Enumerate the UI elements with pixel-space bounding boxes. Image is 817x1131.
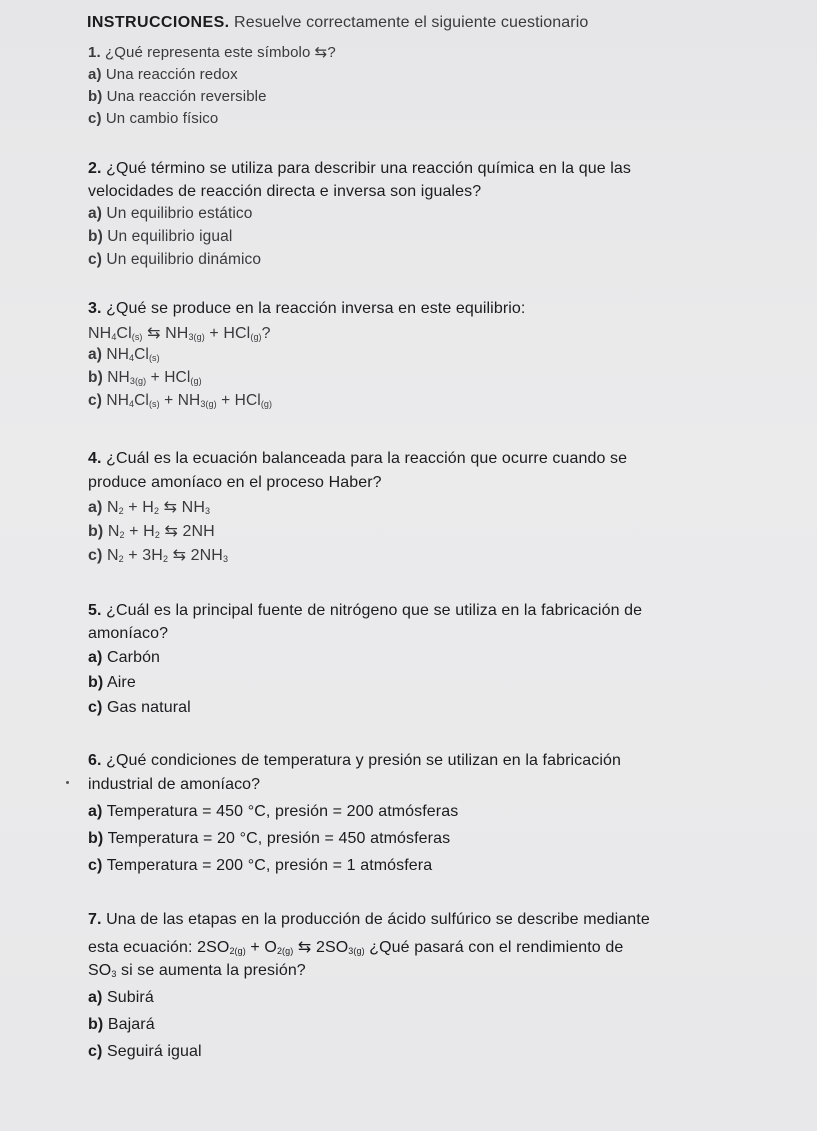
q4-option-c[interactable]: c) $N_2 + 3H_2$ ⇆ $2NH_3$ <box>88 547 229 564</box>
q6-option-c[interactable]: c) Temperatura = 200 °C, presión = 1 atmósfera <box>88 857 433 874</box>
q3-option-c[interactable]: c) $NH_4Cl_{(s)} + NH_{3(g)} + HCl_{(g)}$ <box>88 392 273 409</box>
q6-option-b[interactable]: b) Temperatura = 20 °C, presión = 450 atmósferas <box>88 830 451 847</box>
q7-option-c[interactable]: c) Seguirá igual <box>88 1043 202 1060</box>
q7-option-a[interactable]: a) Subirá <box>88 989 154 1006</box>
q6-option-a[interactable]: a) Temperatura = 450 °C, presión = 200 atmósferas <box>88 803 459 820</box>
q2-option-b[interactable]: b) Un equilibrio igual <box>88 228 233 245</box>
question-3: 3. ¿Qué se produce en la reacción inversa en este equilibrio: <box>88 300 526 317</box>
question-2: 2. ¿Qué término se utiliza para describir una reacción química en la que las <box>88 160 631 177</box>
instructions-heading: INSTRUCCIONES. Resuelve correctamente el siguiente cuestionario <box>87 14 589 31</box>
question-7-line-3: $SO_3$ si se aumenta la presión? <box>88 962 306 979</box>
q5-option-b[interactable]: b) Aire <box>88 674 136 691</box>
q7-option-b[interactable]: b) Bajará <box>88 1016 155 1033</box>
q3-option-a[interactable]: a) $NH_4Cl_{(s)}$ <box>88 346 160 363</box>
q1-option-a[interactable]: a) Una reacción redox <box>88 66 238 83</box>
q2-option-a[interactable]: a) Un equilibrio estático <box>88 205 253 222</box>
stray-mark <box>66 781 69 784</box>
question-6-line-2: industrial de amoníaco? <box>88 776 261 793</box>
q1-option-c[interactable]: c) Un cambio físico <box>88 110 219 127</box>
question-5-line-2: amoníaco? <box>88 625 169 642</box>
question-6: 6. ¿Qué condiciones de temperatura y presión se utilizan en la fabricación <box>88 752 622 769</box>
q4-option-b[interactable]: b) $N_2 + H_2$ ⇆ 2NH <box>88 523 215 540</box>
q5-option-c[interactable]: c) Gas natural <box>88 699 191 716</box>
question-7: 7. Una de las etapas en la producción de ácido sulfúrico se describe mediante <box>88 911 650 928</box>
question-1: 1. ¿Qué representa este símbolo ⇆? <box>88 44 336 61</box>
q4-option-a[interactable]: a) $N_2 + H_2$ ⇆ $NH_3$ <box>88 499 211 516</box>
q2-option-c[interactable]: c) Un equilibrio dinámico <box>88 251 262 268</box>
q5-option-a[interactable]: a) Carbón <box>88 649 161 666</box>
q1-option-b[interactable]: b) Una reacción reversible <box>88 88 267 105</box>
question-3-equation: $NH_4Cl_{(s)}$ ⇆ $NH_{3(g)} + HCl_{(g)}$? <box>88 325 271 342</box>
question-2-line-2: velocidades de reacción directa e inversa son iguales? <box>88 183 482 200</box>
question-4: 4. ¿Cuál es la ecuación balanceada para la reacción que ocurre cuando se <box>88 450 628 467</box>
question-5: 5. ¿Cuál es la principal fuente de nitrógeno que se utiliza en la fabricación de <box>88 602 643 619</box>
question-7-equation-line: esta ecuación: $2SO_{2(g)} + O_{2(g)}$ ⇆ $2SO_{3(g)}$ ¿Qué pasará con el rendimiento de <box>88 939 624 956</box>
q3-option-b[interactable]: b) $NH_{3(g)} + HCl_{(g)}$ <box>88 369 202 386</box>
question-4-line-2: produce amoníaco en el proceso Haber? <box>88 474 382 491</box>
